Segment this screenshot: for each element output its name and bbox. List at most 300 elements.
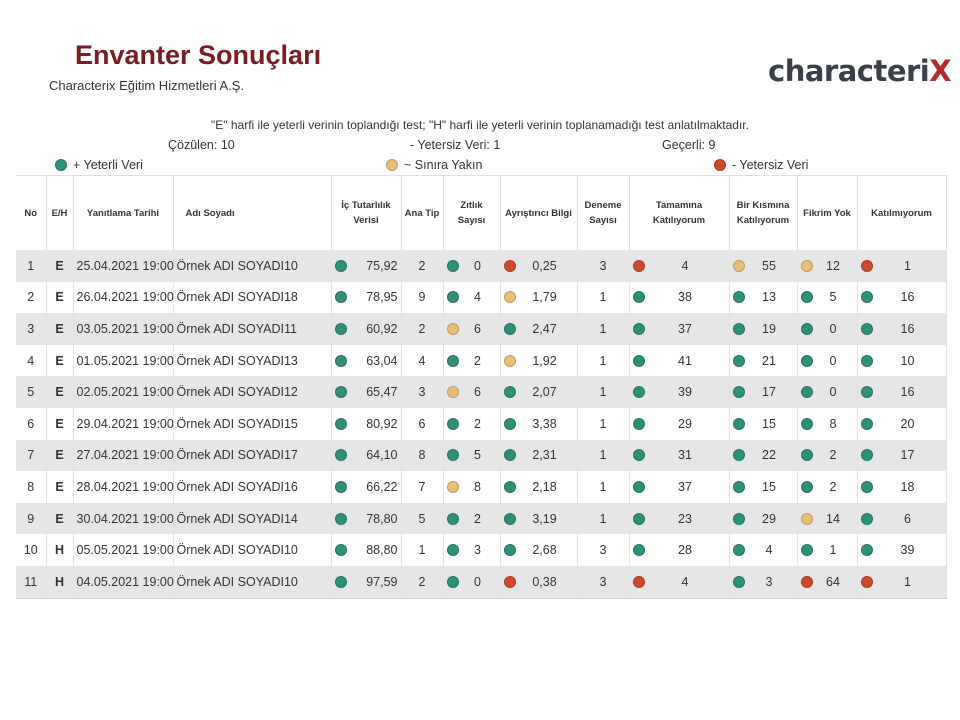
cell-contrast-count-value: 4: [474, 290, 481, 305]
status-dot-icon: [801, 291, 813, 303]
cell-discriminative: [500, 345, 577, 377]
cell-no: 6: [16, 408, 46, 440]
cell-fully-agree: [629, 376, 729, 408]
cell-internal-consistency: [331, 471, 401, 503]
cell-no: 10: [16, 534, 46, 566]
cell-internal-consistency-value: 64,10: [366, 448, 398, 463]
status-dot-icon: [335, 481, 347, 493]
cell-no-opinion: [797, 471, 857, 503]
cell-date: 03.05.2021 19:00: [73, 313, 173, 345]
cell-fully-agree: [629, 282, 729, 314]
cell-attempts: 3: [577, 566, 629, 598]
status-dot-icon: [335, 418, 347, 430]
cell-contrast-count-value: 5: [474, 448, 481, 463]
cell-discriminative: [500, 440, 577, 472]
cell-date: 27.04.2021 19:00: [73, 440, 173, 472]
status-dot-icon: [733, 544, 745, 556]
cell-internal-consistency: [331, 566, 401, 598]
status-dot-icon: [801, 323, 813, 335]
col-header-no-opinion: Fikrim Yok: [797, 176, 857, 251]
cell-partly-agree: [729, 534, 797, 566]
status-dot-icon: [447, 576, 459, 588]
cell-contrast-count: [443, 345, 500, 377]
cell-contrast-count: [443, 250, 500, 282]
cell-attempts: 1: [577, 408, 629, 440]
cell-no: 5: [16, 376, 46, 408]
cell-disagree-value: 18: [900, 479, 915, 494]
status-dot-icon: [861, 576, 873, 588]
col-header-internal-consistency: İç Tutarlılık Verisi: [331, 176, 401, 251]
status-dot-icon: [733, 291, 745, 303]
cell-date: 02.05.2021 19:00: [73, 376, 173, 408]
cell-no-opinion-value: 14: [826, 511, 840, 526]
cell-fully-agree-value: 41: [678, 353, 692, 368]
cell-no: 11: [16, 566, 46, 598]
status-dot-icon: [335, 291, 347, 303]
col-header-date: Yanıtlama Tarihi: [73, 176, 173, 251]
cell-no-opinion-value: 0: [829, 385, 837, 400]
company-name: Characterix Eğitim Hizmetleri A.Ş.: [49, 78, 245, 93]
cell-partly-agree: [729, 566, 797, 598]
cell-main-type: 2: [401, 566, 443, 598]
status-dot-icon: [504, 418, 516, 430]
cell-fully-agree: [629, 503, 729, 535]
cell-main-type: 3: [401, 376, 443, 408]
cell-no: 2: [16, 282, 46, 314]
cell-internal-consistency: [331, 440, 401, 472]
cell-fully-agree: [629, 440, 729, 472]
cell-discriminative-value: 0,38: [532, 574, 557, 589]
col-header-name: Adı Soyadı: [173, 176, 331, 251]
status-dot-icon: [633, 576, 645, 588]
status-dot-icon: [633, 481, 645, 493]
status-dot-icon: [801, 513, 813, 525]
cell-eh: E: [46, 345, 73, 377]
cell-discriminative: [500, 408, 577, 440]
cell-discriminative: [500, 250, 577, 282]
cell-contrast-count-value: 3: [474, 543, 481, 558]
cell-fully-agree-value: 28: [678, 543, 692, 558]
col-header-disagree: Katılmıyorum: [857, 176, 946, 251]
cell-disagree-value: 16: [900, 321, 915, 336]
status-dot-icon: [861, 544, 873, 556]
cell-internal-consistency-value: 60,92: [366, 321, 398, 336]
cell-partly-agree-value: 3: [765, 574, 773, 589]
cell-date: 26.04.2021 19:00: [73, 282, 173, 314]
status-dot-icon: [633, 260, 645, 272]
cell-contrast-count: [443, 534, 500, 566]
cell-no-opinion-value: 1: [829, 543, 837, 558]
cell-discriminative: [500, 566, 577, 598]
cell-discriminative: [500, 282, 577, 314]
cell-name: Örnek ADI SOYADI13: [173, 345, 331, 377]
status-dot-icon: [861, 291, 873, 303]
cell-name: Örnek ADI SOYADI15: [173, 408, 331, 440]
cell-date: 04.05.2021 19:00: [73, 566, 173, 598]
cell-disagree-value: 1: [904, 258, 911, 273]
cell-disagree: [857, 534, 946, 566]
status-dot-icon: [335, 355, 347, 367]
cell-eh: H: [46, 534, 73, 566]
cell-discriminative-value: 2,47: [532, 321, 557, 336]
cell-name: Örnek ADI SOYADI10: [173, 250, 331, 282]
status-dot-icon: [504, 513, 516, 525]
status-dot-icon: [447, 386, 459, 398]
status-dot-icon: [447, 355, 459, 367]
cell-fully-agree-value: 23: [678, 511, 692, 526]
cell-main-type: 4: [401, 345, 443, 377]
status-dot-icon: [335, 386, 347, 398]
cell-discriminative-value: 0,25: [532, 258, 557, 273]
cell-contrast-count-value: 8: [474, 479, 481, 494]
cell-fully-agree-value: 37: [678, 479, 692, 494]
cell-fully-agree-value: 39: [678, 385, 692, 400]
cell-no: 8: [16, 471, 46, 503]
cell-name: Örnek ADI SOYADI10: [173, 534, 331, 566]
status-dot-icon: [733, 386, 745, 398]
characterix-logo: [768, 54, 951, 88]
table-row: [16, 408, 946, 440]
table-row: [16, 566, 946, 598]
cell-date: 05.05.2021 19:00: [73, 534, 173, 566]
legend-sufficient-label: + Yeterli Veri: [73, 158, 143, 172]
status-dot-icon: [633, 355, 645, 367]
cell-disagree: [857, 250, 946, 282]
cell-date: 30.04.2021 19:00: [73, 503, 173, 535]
legend-insufficient-label: - Yetersiz Veri: [732, 158, 809, 172]
cell-contrast-count: [443, 471, 500, 503]
cell-no: 9: [16, 503, 46, 535]
cell-main-type: 9: [401, 282, 443, 314]
cell-contrast-count-value: 6: [474, 321, 481, 336]
cell-discriminative-value: 2,18: [532, 479, 557, 494]
cell-partly-agree: [729, 376, 797, 408]
cell-internal-consistency: [331, 408, 401, 440]
table-header-row: [16, 176, 946, 251]
status-dot-icon: [447, 513, 459, 525]
cell-name: Örnek ADI SOYADI12: [173, 376, 331, 408]
status-dot-icon: [447, 418, 459, 430]
cell-name: Örnek ADI SOYADI18: [173, 282, 331, 314]
cell-contrast-count-value: 6: [474, 385, 481, 400]
status-dot-icon: [733, 260, 745, 272]
cell-contrast-count-value: 2: [474, 511, 481, 526]
logo-x-mark: X: [929, 54, 952, 88]
cell-partly-agree-value: 17: [762, 385, 776, 400]
table-row: [16, 345, 946, 377]
table-row: [16, 313, 946, 345]
cell-fully-agree-value: 38: [678, 290, 692, 305]
table-row: [16, 250, 946, 282]
status-dot-icon: [861, 418, 873, 430]
cell-contrast-count: [443, 376, 500, 408]
cell-no-opinion-value: 2: [829, 448, 837, 463]
cell-discriminative: [500, 503, 577, 535]
cell-disagree-value: 16: [900, 385, 915, 400]
cell-disagree: [857, 503, 946, 535]
legend-near-limit: [386, 158, 482, 172]
table-row: [16, 534, 946, 566]
cell-discriminative: [500, 534, 577, 566]
cell-no-opinion: [797, 534, 857, 566]
cell-disagree-value: 39: [900, 543, 915, 558]
cell-internal-consistency-value: 63,04: [366, 353, 398, 368]
cell-no-opinion: [797, 313, 857, 345]
logo-text: characteri: [768, 54, 930, 88]
cell-contrast-count-value: 2: [474, 416, 481, 431]
cell-internal-consistency: [331, 282, 401, 314]
cell-discriminative: [500, 376, 577, 408]
yellow-dot-icon: [386, 159, 398, 171]
cell-discriminative-value: 1,79: [532, 290, 557, 305]
cell-fully-agree: [629, 250, 729, 282]
status-dot-icon: [504, 291, 516, 303]
cell-partly-agree-value: 13: [762, 290, 776, 305]
cell-internal-consistency-value: 78,95: [366, 290, 398, 305]
cell-main-type: 7: [401, 471, 443, 503]
cell-partly-agree: [729, 471, 797, 503]
cell-attempts: 1: [577, 503, 629, 535]
status-dot-icon: [504, 355, 516, 367]
cell-contrast-count: [443, 566, 500, 598]
legend-insufficient: [714, 158, 808, 172]
cell-main-type: 1: [401, 534, 443, 566]
cell-eh: E: [46, 440, 73, 472]
status-dot-icon: [861, 513, 873, 525]
cell-internal-consistency-value: 78,80: [366, 511, 398, 526]
col-header-attempts: Deneme Sayısı: [577, 176, 629, 251]
results-table: [16, 175, 947, 599]
col-header-partly-agree: Bir Kısmına Katılıyorum: [729, 176, 797, 251]
cell-contrast-count-value: 2: [474, 353, 481, 368]
status-dot-icon: [335, 323, 347, 335]
cell-no: 7: [16, 440, 46, 472]
cell-disagree: [857, 345, 946, 377]
status-dot-icon: [633, 386, 645, 398]
status-dot-icon: [801, 576, 813, 588]
cell-discriminative-value: 1,92: [532, 353, 557, 368]
status-dot-icon: [633, 418, 645, 430]
cell-disagree: [857, 408, 946, 440]
status-dot-icon: [335, 449, 347, 461]
cell-internal-consistency: [331, 376, 401, 408]
status-dot-icon: [861, 355, 873, 367]
status-dot-icon: [504, 260, 516, 272]
red-dot-icon: [714, 159, 726, 171]
cell-contrast-count-value: 0: [474, 574, 481, 589]
cell-partly-agree: [729, 313, 797, 345]
col-header-no: No: [16, 176, 46, 251]
table-row: [16, 503, 946, 535]
cell-disagree-value: 17: [900, 448, 915, 463]
cell-eh: E: [46, 503, 73, 535]
cell-no-opinion: [797, 503, 857, 535]
status-dot-icon: [801, 386, 813, 398]
status-dot-icon: [447, 260, 459, 272]
cell-contrast-count: [443, 408, 500, 440]
cell-internal-consistency-value: 88,80: [366, 543, 398, 558]
insufficient-count: - Yetersiz Veri: 1: [410, 138, 501, 152]
legend-near-limit-label: ~ Sınıra Yakın: [404, 158, 483, 172]
cell-partly-agree-value: 29: [762, 511, 776, 526]
cell-disagree: [857, 566, 946, 598]
cell-eh: E: [46, 282, 73, 314]
cell-no-opinion: [797, 345, 857, 377]
status-dot-icon: [733, 323, 745, 335]
cell-fully-agree-value: 4: [681, 574, 689, 589]
cell-discriminative-value: 2,31: [532, 448, 557, 463]
status-dot-icon: [861, 323, 873, 335]
cell-partly-agree-value: 19: [762, 321, 776, 336]
cell-disagree: [857, 282, 946, 314]
cell-eh: E: [46, 313, 73, 345]
solved-count: Çözülen: 10: [168, 138, 235, 152]
cell-partly-agree-value: 15: [762, 479, 776, 494]
status-dot-icon: [447, 544, 459, 556]
cell-no-opinion: [797, 408, 857, 440]
status-dot-icon: [504, 323, 516, 335]
cell-disagree: [857, 440, 946, 472]
cell-disagree-value: 16: [900, 290, 915, 305]
status-dot-icon: [447, 323, 459, 335]
cell-no-opinion-value: 5: [829, 290, 837, 305]
cell-disagree: [857, 376, 946, 408]
cell-internal-consistency-value: 80,92: [366, 416, 398, 431]
status-dot-icon: [335, 576, 347, 588]
cell-date: 25.04.2021 19:00: [73, 250, 173, 282]
col-header-contrast-count: Zıtlık Sayısı: [443, 176, 500, 251]
cell-contrast-count: [443, 282, 500, 314]
status-dot-icon: [335, 544, 347, 556]
cell-disagree-value: 6: [904, 511, 911, 526]
cell-partly-agree: [729, 250, 797, 282]
cell-no-opinion-value: 12: [826, 258, 840, 273]
valid-count: Geçerli: 9: [662, 138, 716, 152]
col-header-discriminative: Ayrıştırıcı Bilgi: [500, 176, 577, 251]
cell-date: 01.05.2021 19:00: [73, 345, 173, 377]
cell-internal-consistency-value: 66,22: [366, 479, 398, 494]
cell-internal-consistency-value: 65,47: [366, 385, 398, 400]
cell-contrast-count-value: 0: [474, 258, 481, 273]
status-dot-icon: [504, 386, 516, 398]
status-dot-icon: [447, 449, 459, 461]
cell-fully-agree: [629, 534, 729, 566]
green-dot-icon: [55, 159, 67, 171]
cell-fully-agree: [629, 408, 729, 440]
cell-name: Örnek ADI SOYADI11: [173, 313, 331, 345]
status-dot-icon: [633, 323, 645, 335]
cell-eh: E: [46, 376, 73, 408]
cell-main-type: 2: [401, 313, 443, 345]
status-dot-icon: [504, 481, 516, 493]
cell-internal-consistency: [331, 250, 401, 282]
cell-discriminative-value: 2,68: [532, 543, 557, 558]
cell-date: 29.04.2021 19:00: [73, 408, 173, 440]
cell-partly-agree: [729, 345, 797, 377]
col-header-main-type: Ana Tip: [401, 176, 443, 251]
status-dot-icon: [733, 449, 745, 461]
status-dot-icon: [504, 576, 516, 588]
status-dot-icon: [447, 481, 459, 493]
table-row: [16, 376, 946, 408]
cell-partly-agree: [729, 408, 797, 440]
cell-contrast-count: [443, 313, 500, 345]
cell-partly-agree: [729, 282, 797, 314]
cell-fully-agree: [629, 345, 729, 377]
status-dot-icon: [733, 355, 745, 367]
status-dot-icon: [801, 449, 813, 461]
status-dot-icon: [733, 513, 745, 525]
cell-main-type: 5: [401, 503, 443, 535]
status-dot-icon: [801, 260, 813, 272]
cell-eh: E: [46, 471, 73, 503]
status-dot-icon: [861, 481, 873, 493]
cell-discriminative: [500, 471, 577, 503]
cell-disagree: [857, 471, 946, 503]
cell-contrast-count: [443, 503, 500, 535]
cell-fully-agree: [629, 313, 729, 345]
cell-no-opinion-value: 0: [829, 321, 837, 336]
explanation-note: "E" harfi ile yeterli verinin toplandığı test; "H" harfi ile yeterli verinin toplanamadığı test anlatılmaktadır.: [211, 118, 749, 132]
cell-no-opinion: [797, 440, 857, 472]
cell-partly-agree-value: 22: [762, 448, 776, 463]
cell-eh: H: [46, 566, 73, 598]
cell-disagree: [857, 313, 946, 345]
status-dot-icon: [861, 449, 873, 461]
table-row: [16, 440, 946, 472]
cell-no-opinion: [797, 250, 857, 282]
cell-no: 4: [16, 345, 46, 377]
cell-no-opinion-value: 0: [829, 353, 837, 368]
cell-fully-agree-value: 31: [678, 448, 692, 463]
cell-internal-consistency: [331, 345, 401, 377]
cell-no: 3: [16, 313, 46, 345]
col-header-eh: E/H: [46, 176, 73, 251]
cell-no-opinion-value: 2: [829, 479, 837, 494]
status-dot-icon: [861, 260, 873, 272]
cell-internal-consistency: [331, 534, 401, 566]
status-dot-icon: [733, 418, 745, 430]
legend-sufficient: [55, 158, 143, 172]
cell-internal-consistency-value: 75,92: [366, 258, 398, 273]
cell-internal-consistency: [331, 503, 401, 535]
cell-discriminative-value: 2,07: [532, 385, 557, 400]
cell-partly-agree-value: 55: [762, 258, 776, 273]
cell-attempts: 1: [577, 313, 629, 345]
cell-partly-agree-value: 15: [762, 416, 776, 431]
status-dot-icon: [633, 291, 645, 303]
cell-no-opinion-value: 8: [829, 416, 837, 431]
cell-disagree-value: 1: [904, 574, 911, 589]
cell-partly-agree-value: 4: [765, 543, 773, 558]
status-dot-icon: [633, 513, 645, 525]
status-dot-icon: [733, 481, 745, 493]
table-row: [16, 282, 946, 314]
cell-disagree-value: 10: [900, 353, 915, 368]
cell-fully-agree-value: 29: [678, 416, 692, 431]
cell-name: Örnek ADI SOYADI14: [173, 503, 331, 535]
cell-partly-agree: [729, 440, 797, 472]
cell-main-type: 8: [401, 440, 443, 472]
status-dot-icon: [335, 513, 347, 525]
cell-attempts: 3: [577, 534, 629, 566]
status-dot-icon: [504, 544, 516, 556]
cell-attempts: 1: [577, 282, 629, 314]
status-dot-icon: [633, 449, 645, 461]
cell-name: Örnek ADI SOYADI16: [173, 471, 331, 503]
cell-attempts: 1: [577, 376, 629, 408]
status-dot-icon: [447, 291, 459, 303]
